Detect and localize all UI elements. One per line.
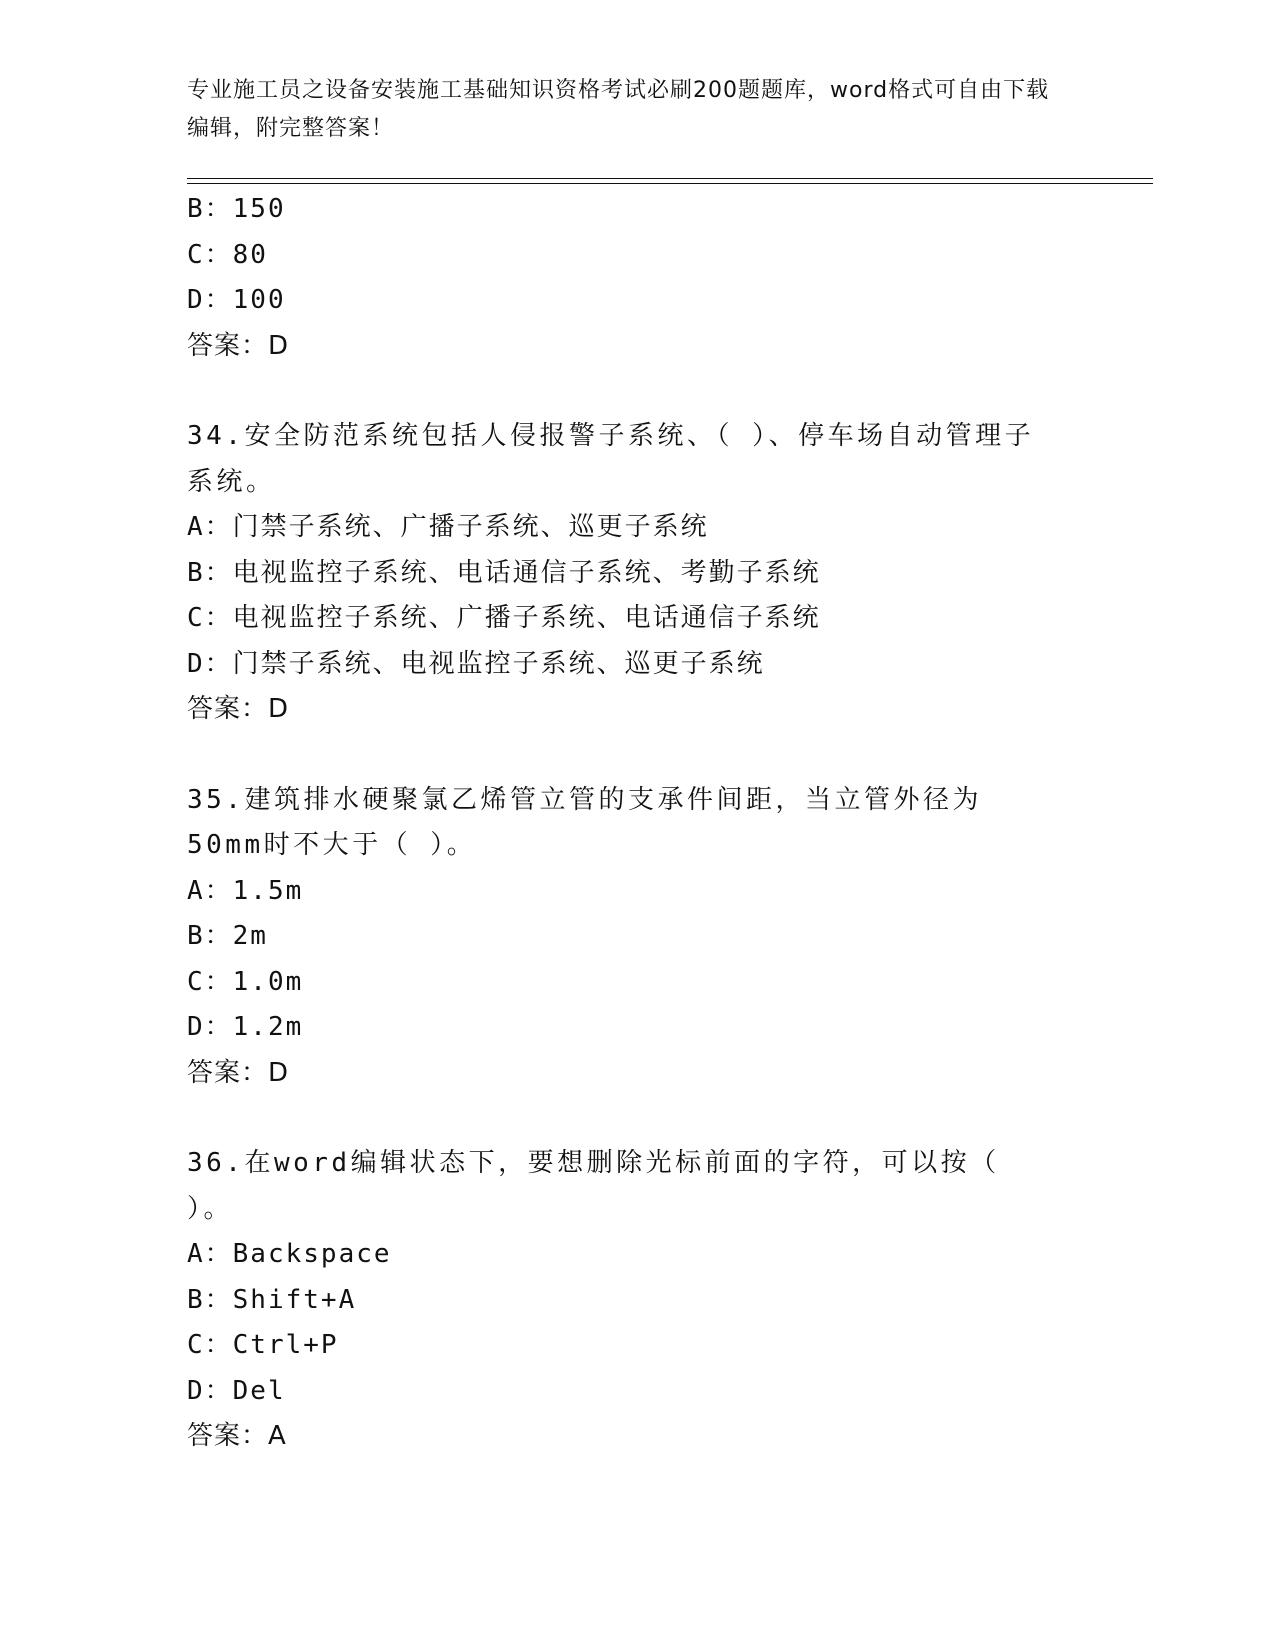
- option-b: B：2m: [187, 921, 268, 951]
- option-b: B：Shift+A: [187, 1284, 357, 1315]
- option-c: C：Ctrl+P: [187, 1330, 339, 1360]
- question-text: 34.安全防范系统包括人侵报警子系统、（ ）、停车场自动管理子系统。: [187, 421, 1035, 497]
- option-b: B：电视监控子系统、电话通信子系统、考勤子系统: [187, 557, 821, 588]
- answer-line: 答案：D: [187, 330, 290, 361]
- option-a: A：1.5m: [187, 875, 304, 906]
- header-rule: [187, 178, 1153, 179]
- document-header: 专业施工员之设备安装施工基础知识资格考试必刷200题题库，word格式可自由下载编辑，附完整答案！: [187, 78, 1050, 141]
- option-a: A：门禁子系统、广播子系统、巡更子系统: [187, 512, 709, 542]
- option-d: D：1.2m: [187, 1012, 304, 1042]
- option-c: C：1.0m: [187, 966, 304, 997]
- question-block-35: [187, 778, 1087, 1097]
- option-d: D：Del: [187, 1375, 286, 1406]
- answer-line: 答案：A: [187, 1421, 287, 1451]
- option-c: C：电视监控子系统、广播子系统、电话通信子系统: [187, 603, 821, 633]
- question-block-partial: [187, 187, 1087, 369]
- option-b: B：150: [187, 194, 286, 224]
- option-d: D：100: [187, 285, 286, 315]
- header-rule: [187, 183, 1153, 184]
- question-text: 36.在word编辑状态下，要想删除光标前面的字符，可以按（ ）。: [187, 1148, 1000, 1224]
- option-c: C：80: [187, 239, 268, 270]
- question-text: 35.建筑排水硬聚氯乙烯管立管的支承件间距，当立管外径为50mm时不大于（ ）。: [187, 784, 982, 860]
- answer-line: 答案：D: [187, 1057, 290, 1088]
- question-block-34: [187, 414, 1087, 733]
- question-block-36: [187, 1141, 1087, 1460]
- document-body: [187, 187, 1087, 1460]
- answer-line: 答案：D: [187, 694, 290, 724]
- option-d: D：门禁子系统、电视监控子系统、巡更子系统: [187, 648, 765, 679]
- option-a: A：Backspace: [187, 1239, 392, 1269]
